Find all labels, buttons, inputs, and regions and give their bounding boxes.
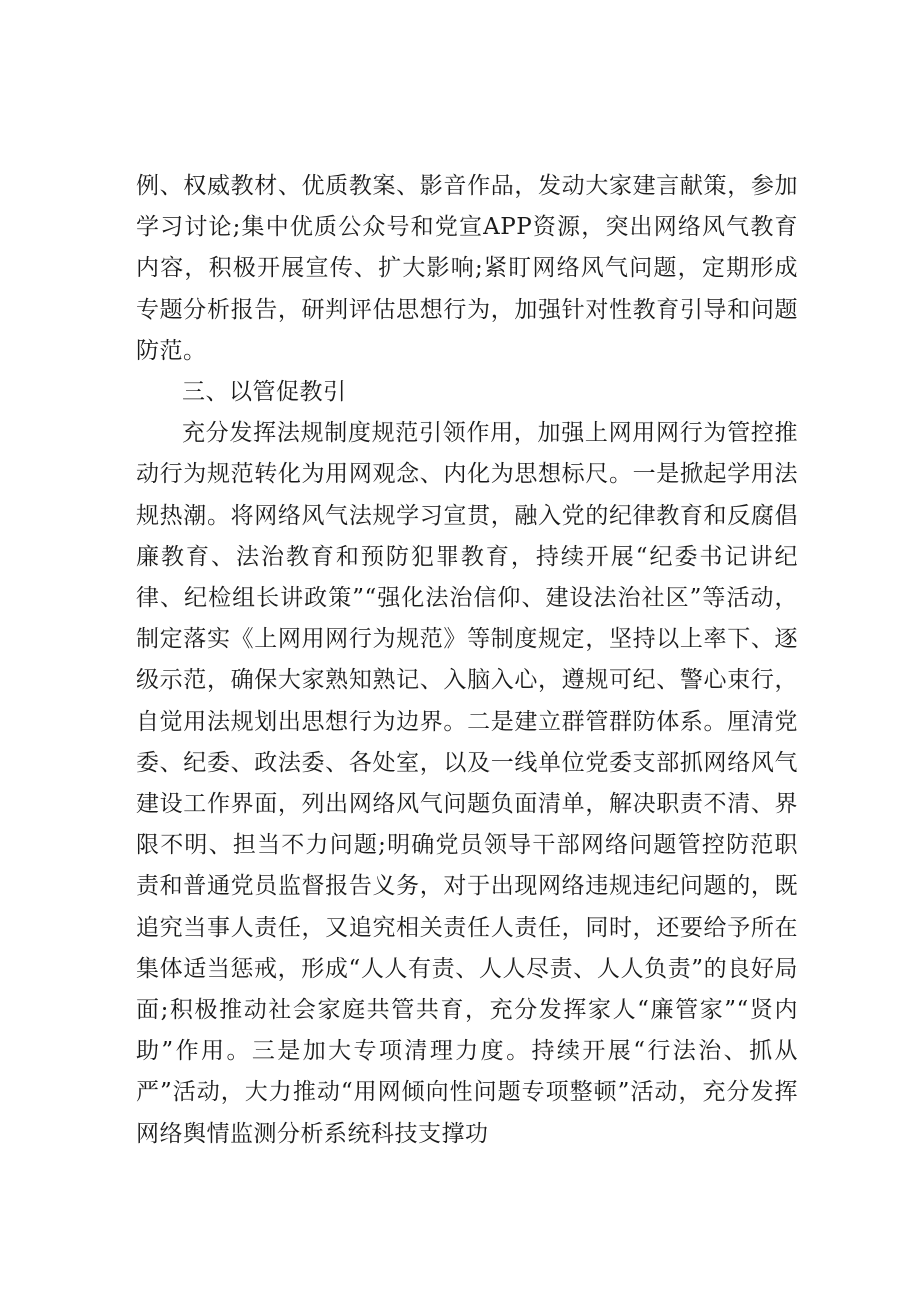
body-paragraph: 充分发挥法规制度规范引领作用，加强上网用网行为管控推动行为规范转化为用网观念、内化为思想标尺。一是掀起学用法规热潮。将网络风气法规学习宣贯，融入党的纪律教育和反腐倡廉教育、法治教育和预防犯罪教育，持续开展“纪委书记讲纪律、纪检组长讲政策”“强化法治信仰、建设法治社区”等活动，制定落实《上网用网行为规范》等制度规定，坚持以上率下、逐级示范，确保大家熟知熟记、入脑入心，遵规可纪、警心束行，自觉用法规划出思想行为边界。二是建立群管群防体系。厘清党委、纪委、政法委、各处室，以及一线单位党委支部抓网络风气建设工作界面，列出网络风气问题负面清单，解决职责不清、界限不明、担当不力问题;明确党员领导干部网络问题管控防范职责和普通党员监督报告义务，对于出现网络违规违纪问题的，既追究当事人责任，又追究相关责任人责任，同时，还要给予所在集体适当惩戒，形成“人人有责、人人尽责、人人负责”的良好局面;积极推动社会家庭共管共育，充分发挥家人“廉管家”“贤内助”作用。三是加大专项清理力度。持续开展“行法治、抓从严”活动，大力推动“用网倾向性问题专项整顿”活动，充分发挥网络舆情监测分析系统科技支撑功 [136, 420, 798, 1147]
continued-paragraph: 例、权威教材、优质教案、影音作品，发动大家建言献策，参加学习讨论;集中优质公众号和党宣APP资源，突出网络风气教育内容，积极开展宣传、扩大影响;紧盯网络风气问题，定期形成专题分析报告，研判评估思想行为，加强针对性教育引导和问题防范。 [136, 173, 798, 364]
document-body [136, 166, 798, 1155]
section-heading: 三、以管促教引 [182, 379, 347, 406]
